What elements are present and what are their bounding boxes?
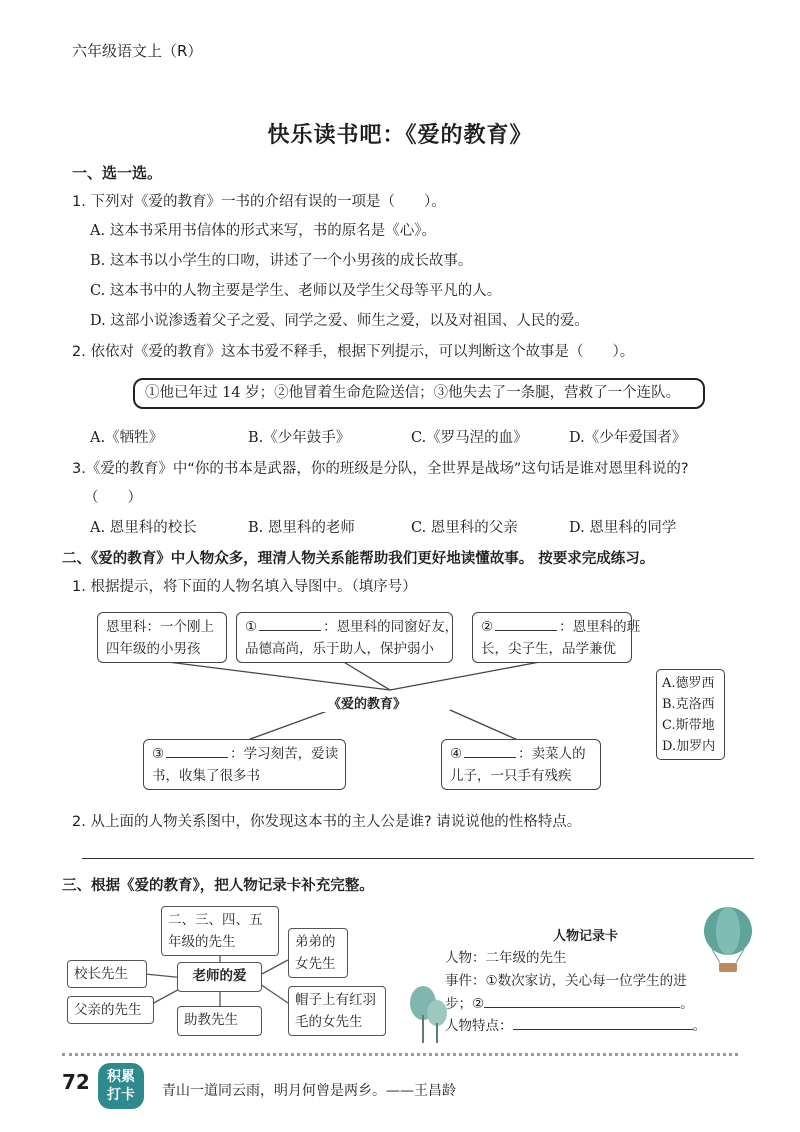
page-title: 快乐读书吧：《爱的教育》 [267, 123, 533, 148]
footer-badge-line-1: 积累 [107, 1069, 135, 1085]
record-card-trait-line: 人物特点： 。 [445, 1018, 706, 1034]
name-option-d: D.加罗内 [662, 739, 716, 754]
q2-stem: 2. 依依对《爱的教育》这本书爱不释手，根据下列提示，可以判断这个故事是（ ）。 [72, 344, 635, 360]
q3-paren: （ ） [84, 490, 142, 506]
s2-q2-stem: 2. 从上面的人物关系图中，你发现这本书的主人公是谁? 请说说他的性格特点。 [72, 814, 582, 830]
node-3-desc: ：学习刻苦，爱读 [230, 746, 339, 762]
node-1-line-2: 品德高尚，乐于助人，保护弱小 [245, 641, 434, 657]
section-1-heading: 一、选一选。 [72, 164, 163, 182]
teacher-node-assistant: 助教先生 [177, 1006, 262, 1036]
header-label: 六年级语文上（R） [72, 42, 203, 60]
record-card-event: 事件：①数次家访，关心每一位学生的进 [445, 973, 687, 989]
node-4-desc: ：卖菜人的 [518, 746, 586, 762]
enrico-line-2: 四年级的小男孩 [106, 641, 201, 657]
teacher-node-feather-line-1: 帽子上有红羽 [295, 992, 376, 1008]
q1-stem: 1. 下列对《爱的教育》一书的介绍有误的一项是（ ）。 [72, 194, 446, 210]
mind-map-center: 《爱的教育》 [322, 693, 412, 712]
teacher-node-feather [288, 986, 386, 1036]
node-3-line-2: 书，收集了很多书 [152, 768, 260, 784]
record-card-trait-label: 人物特点： [445, 1018, 513, 1034]
name-option-a: A.德罗西 [662, 676, 715, 691]
q1-option-a: A. 这本书采用书信体的形式来写，书的原名是《心》。 [90, 223, 436, 239]
node-2-desc: ：恩里科的班 [559, 619, 641, 635]
teacher-node-brother-line-2: 女先生 [295, 956, 336, 972]
record-card-person: 人物：二年级的先生 [445, 950, 567, 966]
name-option-c: C.斯带地 [662, 718, 715, 733]
node-1-desc: ：恩里科的同窗好友， [323, 619, 459, 635]
teacher-node-brother [288, 928, 348, 978]
q3-option-a: A. 恩里科的校长 [90, 520, 197, 536]
tree-illustration-icon [405, 985, 450, 1045]
q1-option-d: D. 这部小说渗透着父子之爱、同学之爱、师生之爱，以及对祖国、人民的爱。 [90, 313, 589, 329]
q3-option-b: B. 恩里科的老师 [248, 520, 355, 536]
footer-badge [98, 1063, 144, 1109]
node-4-line-2: 儿子，一只手有残疾 [450, 768, 572, 784]
footer-divider [62, 1053, 738, 1056]
balloon-illustration-icon [698, 905, 758, 975]
record-card-event-line-2: 步；② 。 [445, 996, 694, 1012]
page-number: 72 [62, 1070, 90, 1094]
teacher-node-father: 父亲的先生 [67, 996, 154, 1024]
name-option-b: B.克洛西 [662, 697, 715, 712]
teacher-node-top-line-1: 二、三、四、五 [168, 912, 263, 928]
record-card-title: 人物记录卡 [553, 929, 619, 944]
q1-option-c: C. 这本书中的人物主要是学生、老师以及学生父母等平凡的人。 [90, 283, 502, 299]
teacher-node-top-line-2: 年级的先生 [168, 934, 236, 950]
q2-option-b: B.《少年鼓手》 [248, 430, 351, 446]
teacher-node-feather-line-2: 毛的女先生 [295, 1014, 363, 1030]
teacher-map-center: 老师的爱 [177, 962, 262, 992]
section-3-heading: 三、根据《爱的教育》，把人物记录卡补充完整。 [62, 878, 374, 894]
node-4-number: ④ [450, 746, 463, 762]
q2-option-c: C.《罗马涅的血》 [411, 430, 528, 446]
record-card-trait-blank[interactable] [513, 1018, 693, 1030]
node-3-number: ③ [152, 746, 165, 762]
teacher-node-principal: 校长先生 [67, 960, 147, 988]
q3-option-c: C. 恩里科的父亲 [411, 520, 518, 536]
teacher-node-brother-line-1: 弟弟的 [295, 934, 336, 950]
q2-option-a: A.《牺牲》 [90, 430, 164, 446]
record-card-event-blank[interactable] [484, 996, 680, 1008]
record-card-event-2-label: 步；② [445, 996, 485, 1012]
enrico-line-1: 恩里科：一个刚上 [106, 619, 214, 635]
q2-hint-box: ①他已年过 14 岁；②他冒着生命危险送信；③他失去了一条腿，营救了一个连队。 [133, 378, 705, 409]
node-2-line-2: 长，尖子生，品学兼优 [481, 641, 616, 657]
teacher-node-top [161, 906, 279, 956]
s2-q1-stem: 1. 根据提示，将下面的人物名填入导图中。（填序号） [72, 579, 417, 595]
q2-option-d: D.《少年爱国者》 [569, 430, 687, 446]
footer-quote: 青山一道同云雨，明月何曾是两乡。——王昌龄 [162, 1083, 456, 1099]
node-2-number: ② [481, 619, 494, 635]
q1-option-b: B. 这本书以小学生的口吻，讲述了一个小男孩的成长故事。 [90, 253, 473, 269]
footer-badge-line-2: 打卡 [107, 1087, 135, 1103]
node-1-number: ① [245, 619, 258, 635]
q3-option-d: D. 恩里科的同学 [569, 520, 677, 536]
section-2-heading: 二、《爱的教育》中人物众多，理清人物关系能帮助我们更好地读懂故事。 按要求完成练习。 [62, 551, 655, 567]
q3-stem: 3.《爱的教育》中“你的书本是武器，你的班级是分队，全世界是战场”这句话是谁对恩里科说的? [72, 461, 689, 477]
